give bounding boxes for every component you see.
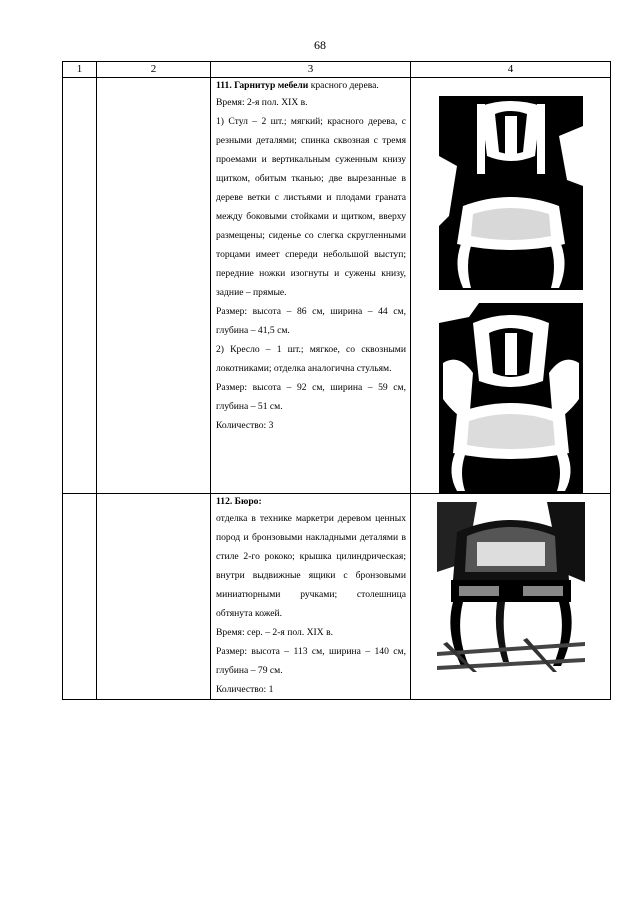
column-header-1: 1 bbox=[63, 62, 97, 78]
column-header-2: 2 bbox=[97, 62, 211, 78]
page-number: 68 bbox=[314, 38, 326, 52]
cell-col2 bbox=[97, 78, 211, 494]
item-line: 1) Стул – 2 шт.; мягкий; красного дерева, с резными деталями; спинка сквозная с тремя проемами и вертикальным суженным книзу щитком, обитым тканью; две вырезанные в дереве ветки с листьями и плодами граната между боковыми стойками и щитком, вверху размещены; сиденье со слегка скругленными торцами имеет спереди небольшой выступ; передние ножки изогнуты и сужены книзу, задние – прямые. bbox=[216, 116, 406, 298]
registry-table bbox=[62, 61, 611, 700]
item-line: 2) Кресло – 1 шт.; мягкое, со сквозными локотниками; отделка аналогична стульям. bbox=[216, 344, 406, 374]
cell-col2 bbox=[97, 494, 211, 700]
item-line: Размер: высота – 113 см, ширина – 140 см, глубина – 79 см. bbox=[216, 646, 406, 676]
photo-cell bbox=[411, 494, 611, 700]
item-title-bold: 112. Бюро: bbox=[216, 496, 262, 507]
item-title bbox=[216, 79, 406, 93]
cell-col1 bbox=[63, 494, 97, 700]
table-row bbox=[63, 494, 611, 700]
item-description bbox=[211, 78, 411, 494]
chair-photo bbox=[439, 96, 583, 290]
column-header-3: 3 bbox=[211, 62, 411, 78]
item-line: Количество: 1 bbox=[216, 684, 274, 695]
item-line: Время: сер. – 2-я пол. XIX в. bbox=[216, 627, 333, 638]
item-line: Количество: 3 bbox=[216, 420, 274, 431]
table-row bbox=[63, 78, 611, 494]
item-title-rest: красного дерева. bbox=[308, 80, 379, 91]
item-line: отделка в технике маркетри деревом ценных пород и бронзовыми накладными деталями в стиле 2-го рококо; крышка цилиндрическая; внутри выдвижные ящики с бронзовыми миниатюрными ручками; столешница обтянута кожей. bbox=[216, 513, 406, 619]
item-description bbox=[211, 494, 411, 700]
item-line: Время: 2-я пол. XIX в. bbox=[216, 97, 308, 108]
item-title-bold: 111. Гарнитур мебели bbox=[216, 80, 309, 91]
item-line: Размер: высота – 86 см, ширина – 44 см, глубина – 41,5 см. bbox=[216, 306, 406, 336]
column-header-4: 4 bbox=[411, 62, 611, 78]
header-row bbox=[63, 62, 611, 78]
photo-cell bbox=[411, 78, 611, 494]
item-line: Размер: высота – 92 см, ширина – 59 см, глубина – 51 см. bbox=[216, 382, 406, 412]
bureau-photo bbox=[437, 502, 585, 672]
armchair-photo bbox=[439, 303, 583, 493]
item-title bbox=[216, 495, 406, 509]
cell-col1 bbox=[63, 78, 97, 494]
